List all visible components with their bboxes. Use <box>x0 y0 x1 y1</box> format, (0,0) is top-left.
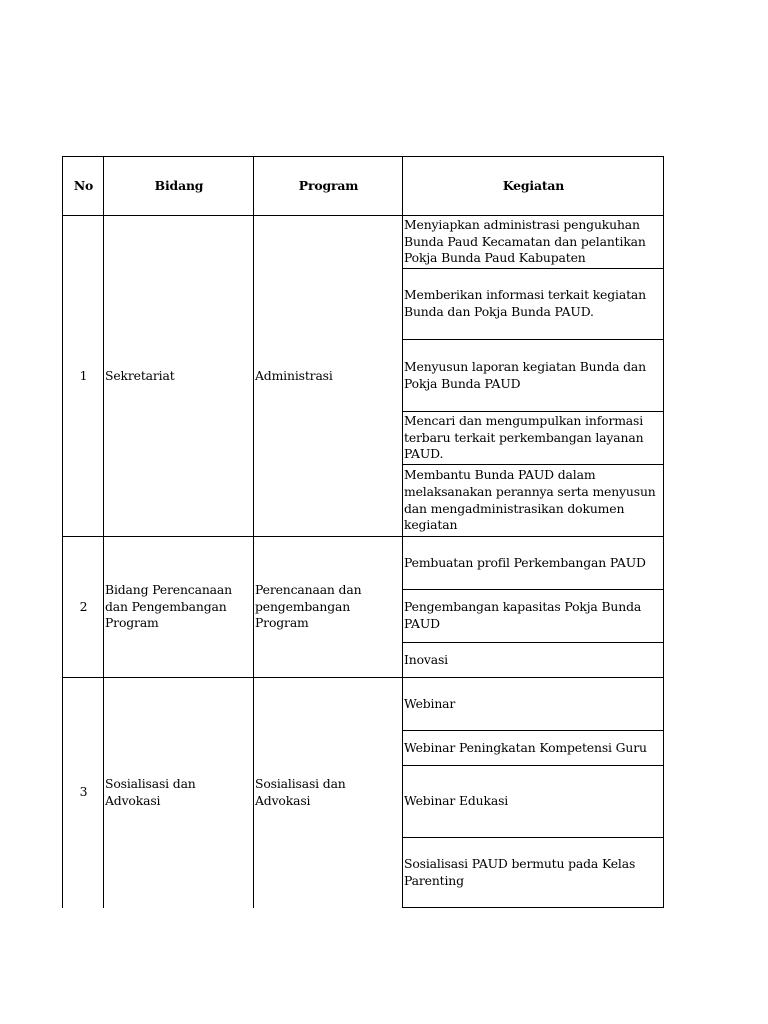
kegiatan-cell: Menyiapkan administrasi pengukuhan Bunda Paud Kecamatan dan pelantikan Pokja Bunda Paud Kabupaten <box>403 216 664 269</box>
header-program: Program <box>254 157 403 216</box>
section-number-cell: 1 <box>63 216 104 537</box>
table-row <box>63 678 664 731</box>
kegiatan-cell: Sosialisasi PAUD bermutu pada Kelas Parenting <box>403 838 664 908</box>
kegiatan-cell: Membantu Bunda PAUD dalam melaksanakan perannya serta menyusun dan mengadministrasikan dokumen kegiatan <box>403 465 664 537</box>
header-bidang: Bidang <box>104 157 254 216</box>
kegiatan-cell: Menyusun laporan kegiatan Bunda dan Pokja Bunda PAUD <box>403 340 664 412</box>
bidang-cell: Bidang Perencanaan dan Pengembangan Program <box>104 537 254 678</box>
kegiatan-cell: Webinar Peningkatan Kompetensi Guru <box>403 731 664 766</box>
table-row <box>63 216 664 269</box>
kegiatan-cell: Pengembangan kapasitas Pokja Bunda PAUD <box>403 590 664 643</box>
kegiatan-cell: Webinar Edukasi <box>403 766 664 838</box>
kegiatan-cell: Mencari dan mengumpulkan informasi terbaru terkait perkembangan layanan PAUD. <box>403 412 664 465</box>
section-number-cell: 2 <box>63 537 104 678</box>
kegiatan-cell: Webinar <box>403 678 664 731</box>
table-header-row <box>63 157 664 216</box>
header-kegiatan: Kegiatan <box>403 157 664 216</box>
header-no: No <box>63 157 104 216</box>
program-cell: Administrasi <box>254 216 403 537</box>
bidang-cell: Sosialisasi dan Advokasi <box>104 678 254 908</box>
kegiatan-cell: Pembuatan profil Perkembangan PAUD <box>403 537 664 590</box>
section-number-cell: 3 <box>63 678 104 908</box>
bidang-cell: Sekretariat <box>104 216 254 537</box>
program-table <box>62 156 664 908</box>
kegiatan-cell: Inovasi <box>403 643 664 678</box>
program-cell: Perencanaan dan pengembangan Program <box>254 537 403 678</box>
table-row <box>63 537 664 590</box>
kegiatan-cell: Memberikan informasi terkait kegiatan Bunda dan Pokja Bunda PAUD. <box>403 269 664 340</box>
program-cell: Sosialisasi dan Advokasi <box>254 678 403 908</box>
